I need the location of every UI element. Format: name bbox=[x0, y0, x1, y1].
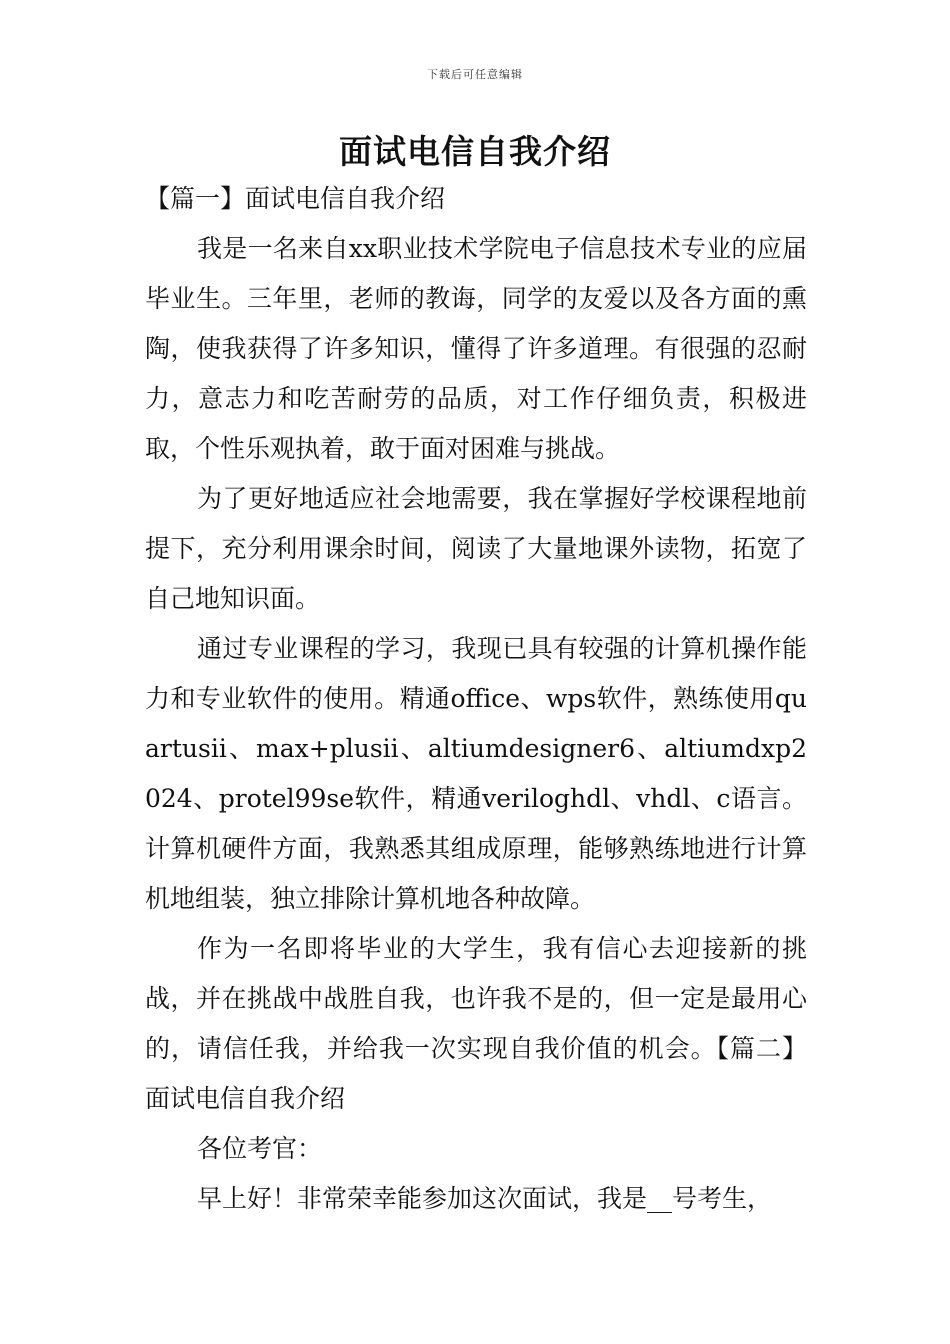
paragraph-introduction: 我是一名来自xx职业技术学院电子信息技术专业的应届毕业生。三年里，老师的教诲，同学的友爱以及各方面的熏陶，使我获得了许多知识，懂得了许多道理。有很强的忍耐力，意志力和吃苦耐劳的品质，对工作仔细负责，积极进取，个性乐观执着，敢于面对困难与挑战。 bbox=[145, 234, 807, 463]
document-title: 面试电信自我介绍 bbox=[339, 132, 611, 171]
paragraph-closing: 作为一名即将毕业的大学生，我有信心去迎接新的挑战，并在挑战中战胜自我，也许我不是的，但一定是最用心的，请信任我，并给我一次实现自我价值的机会。【篇二】面试电信自我介绍 bbox=[145, 934, 807, 1113]
paragraph-greeting: 各位考官： bbox=[197, 1134, 323, 1163]
document-body bbox=[145, 174, 807, 1224]
paragraph-skills: 通过专业课程的学习，我现已具有较强的计算机操作能力和专业软件的使用。精通office、wps软件，熟练使用quartusii、max+plusii、altiumdesigner6、altiumdxp2024、protel99se软件，精通veriloghdl、vhdl、c语言。计算机硬件方面，我熟悉其组成原理，能够熟练地进行计算机地组装，独立排除计算机地各种故障。 bbox=[145, 634, 807, 913]
paragraph-self-study: 为了更好地适应社会地需要，我在掌握好学校课程地前提下，充分利用课余时间，阅读了大量地课外读物，拓宽了自己地知识面。 bbox=[145, 484, 807, 613]
page-header-note: 下载后可任意编辑 bbox=[427, 68, 523, 81]
section-heading: 【篇一】面试电信自我介绍 bbox=[145, 184, 446, 213]
paragraph-opening: 早上好！非常荣幸能参加这次面试，我是__号考生， bbox=[197, 1184, 773, 1213]
